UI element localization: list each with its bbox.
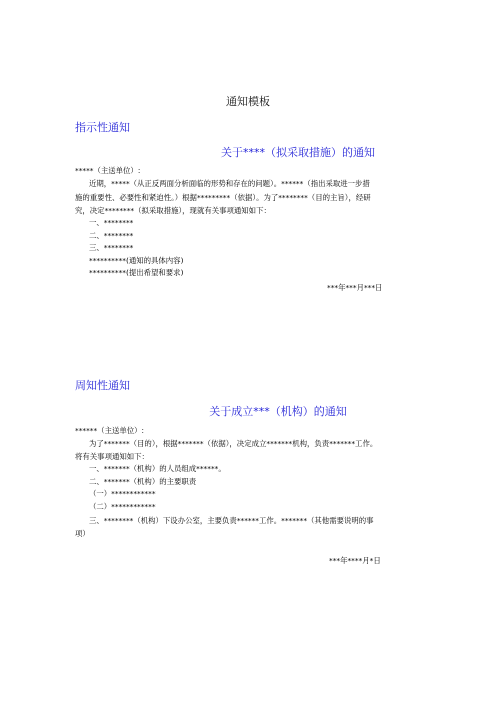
directive-item: **********(通知的具体内容) — [89, 256, 184, 265]
directive-recipient: *****（主送单位）: — [75, 166, 141, 175]
directive-item: 三、******** — [89, 243, 134, 252]
informative-body-line: 为了*******（目的），根据*******（依据），决定成立*******机构，负责*******工作。 — [89, 439, 378, 448]
directive-item: **********(提出希望和要求) — [89, 268, 184, 277]
informative-item: 一、*******（机构）的人员组成******。 — [89, 464, 226, 473]
informative-item: （一）************ — [89, 489, 156, 498]
informative-notice-title: 关于成立***（机构）的通知 — [209, 405, 347, 418]
informative-date: ***年****月*日 — [329, 556, 381, 565]
informative-item: 三、********（机构）下设办公室，主要负责******工作。*******（其他需要说明的事 — [89, 516, 374, 525]
informative-item: 项） — [75, 529, 90, 538]
informative-item: （二）************ — [89, 502, 156, 511]
directive-body-line: 施的重要性、必要性和紧迫性。）根据*********（依据）。为了********（目的主旨），经研 — [75, 193, 371, 202]
directive-notice-title: 关于****（拟采取措施）的通知 — [221, 146, 375, 159]
directive-body-line: 近期，*****（从正反两面分析面临的形势和存在的问题）。******（指出采取进一步措 — [89, 179, 370, 188]
directive-section-heading: 指示性通知 — [75, 121, 130, 134]
directive-item: 一、******** — [89, 218, 134, 227]
directive-date: ***年***月***日 — [327, 283, 383, 292]
directive-body-line: 究，决定********（拟采取措施），现就有关事项通知如下： — [75, 206, 271, 215]
directive-item: 二、******** — [89, 231, 134, 240]
document-title: 通知模板 — [226, 95, 270, 108]
informative-item: 二、*******（机构）的主要职责 — [89, 477, 197, 486]
informative-section-heading: 周知性通知 — [75, 379, 130, 392]
informative-body-line: 将有关事项通知如下： — [75, 452, 149, 461]
informative-recipient: ******（主送单位）: — [75, 426, 145, 435]
